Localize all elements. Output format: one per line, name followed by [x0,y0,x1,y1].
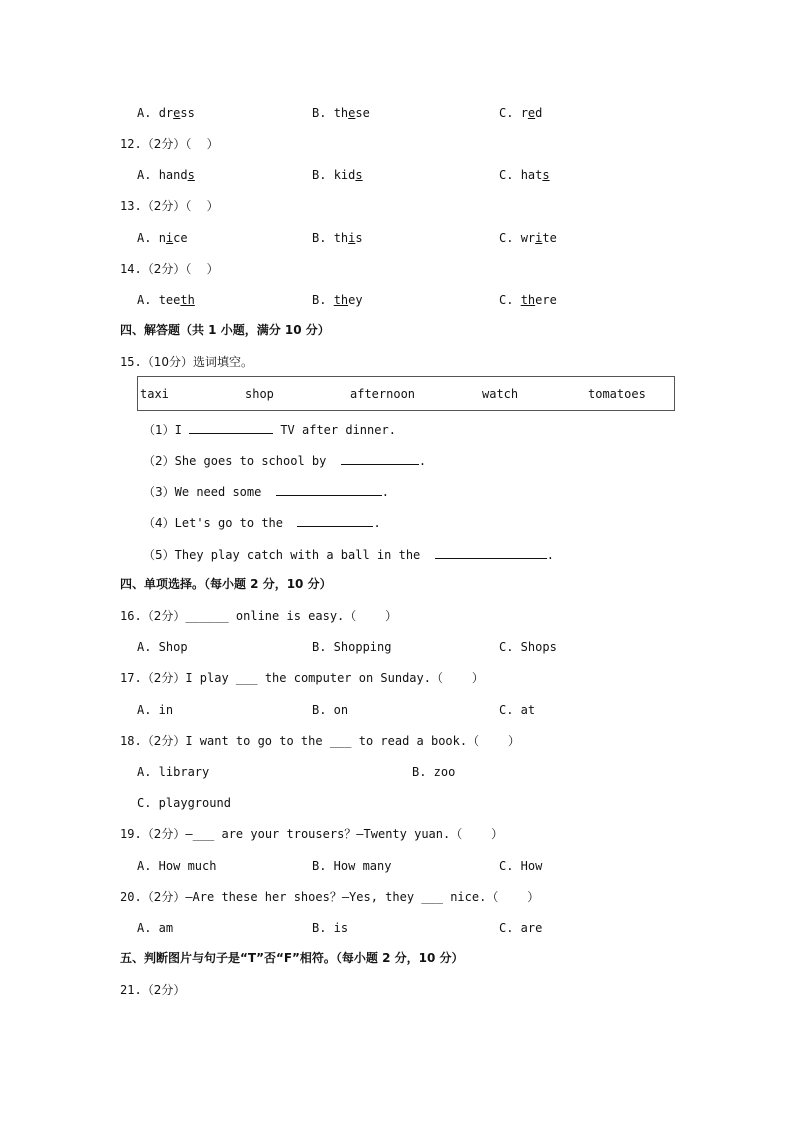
word-item: tomatoes [588,387,646,401]
question-20: 20.（2分）—Are these her shoes？—Yes, they ___ nice.（ ） [120,890,540,904]
question-19: 19.（2分）—___ are your trousers？—Twenty yuan.（ ） [120,827,504,841]
option-a: A. in [137,703,174,717]
question-15: 15.（10分）选词填空。 [120,355,253,369]
option-c: C. there [499,293,557,307]
fill-item-2: （2）She goes to school by . [143,454,427,468]
option-b: B. kids [312,168,363,182]
option-b: B. they [312,293,363,307]
option-a: A. teeth [137,293,195,307]
section-heading: 四、解答题（共 1 小题，满分 10 分） [120,323,330,337]
option-a: A. nice [137,231,188,245]
option-c: C. playground [137,796,231,810]
answer-blank[interactable] [276,483,382,496]
section-heading: 五、判断图片与句子是“T”否“F”相符。（每小题 2 分，10 分） [120,951,464,965]
option-a: A. hands [137,168,195,182]
question-18: 18.（2分）I want to go to the ___ to read a book.（ ） [120,734,521,748]
option-c: C. at [499,703,536,717]
option-b: B. is [312,921,349,935]
answer-blank[interactable] [297,514,373,527]
question-14: 14.（2分）（ ） [120,262,219,276]
option-b: B. Shopping [312,640,392,654]
option-a: A. library [137,765,210,779]
section-heading: 四、单项选择。（每小题 2 分，10 分） [120,577,332,591]
option-b: B. How many [312,859,392,873]
option-a: A. am [137,921,174,935]
option-c: C. How [499,859,543,873]
option-a: A. dress [137,106,195,120]
word-bank [137,376,675,411]
option-b: B. these [312,106,370,120]
answer-blank[interactable] [189,421,273,434]
option-c: C. red [499,106,543,120]
question-21: 21.（2分） [120,983,186,997]
question-16: 16.（2分）______ online is easy.（ ） [120,609,398,623]
word-item: shop [245,387,274,401]
question-13: 13.（2分）（ ） [120,199,219,213]
fill-item-1: （1）I TV after dinner. [143,423,396,437]
fill-item-3: （3）We need some . [143,485,390,499]
word-item: afternoon [350,387,416,401]
option-c: C. hats [499,168,550,182]
option-b: B. this [312,231,363,245]
question-17: 17.（2分）I play ___ the computer on Sunday.（ ） [120,671,484,685]
word-item: watch [482,387,519,401]
fill-item-5: （5）They play catch with a ball in the . [143,548,554,562]
option-b: B. zoo [412,765,456,779]
word-item: taxi [140,387,169,401]
option-c: C. are [499,921,543,935]
question-12: 12.（2分）（ ） [120,137,219,151]
option-c: C. write [499,231,557,245]
option-c: C. Shops [499,640,557,654]
option-a: A. How much [137,859,217,873]
fill-item-4: （4）Let's go to the . [143,516,381,530]
answer-blank[interactable] [341,452,419,465]
answer-blank[interactable] [435,546,547,559]
option-b: B. on [312,703,349,717]
option-a: A. Shop [137,640,188,654]
